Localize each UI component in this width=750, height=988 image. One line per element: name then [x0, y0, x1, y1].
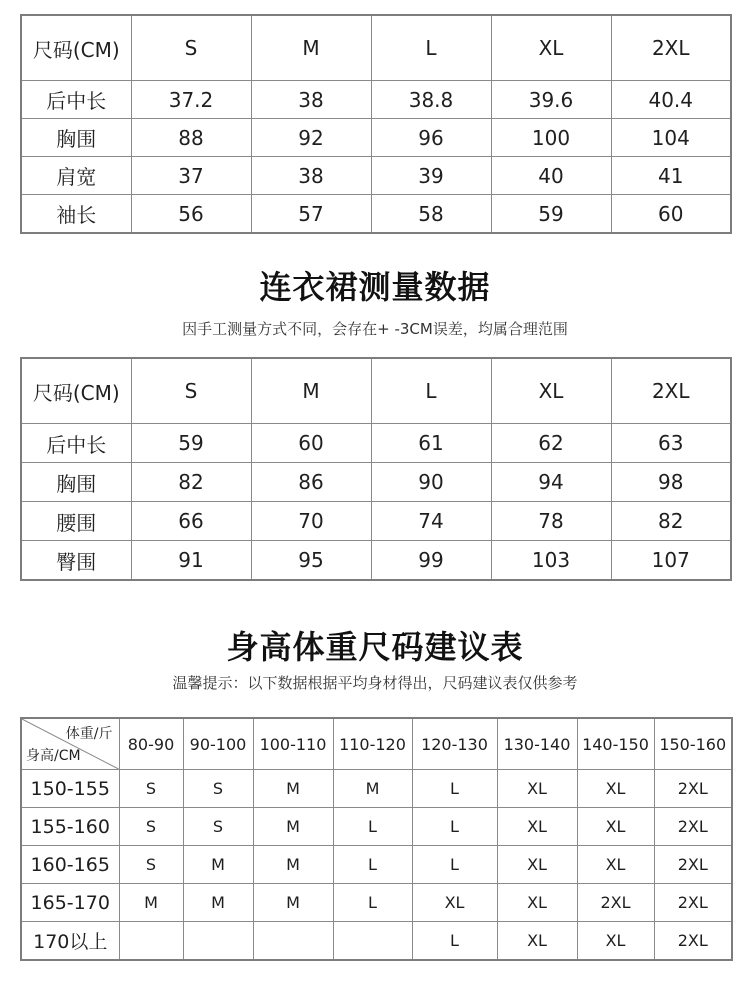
size-cell: L	[412, 922, 497, 961]
dress-measurement-title: 连衣裙测量数据	[259, 268, 491, 306]
size-cell: L	[333, 846, 412, 884]
size-cell: XL	[497, 922, 577, 961]
height-weight-title: 身高体重尺码建议表	[226, 628, 524, 666]
row-label: 胸围	[21, 463, 131, 502]
table-row	[21, 808, 732, 846]
table-cell: 88	[131, 119, 251, 157]
header-cell: 尺码(CM)	[21, 15, 131, 81]
header-cell: 尺码(CM)	[21, 358, 131, 424]
table-row	[21, 922, 732, 961]
header-cell: L	[371, 15, 491, 81]
table-header-row	[21, 718, 732, 770]
table-cell: 40.4	[611, 81, 731, 119]
table-row	[21, 770, 732, 808]
weight-header: 150-160	[654, 718, 732, 770]
size-cell: L	[412, 846, 497, 884]
size-cell: XL	[577, 846, 654, 884]
table-row	[21, 195, 731, 234]
weight-header: 90-100	[183, 718, 253, 770]
size-cell: M	[333, 770, 412, 808]
size-cell: XL	[577, 922, 654, 961]
table-cell: 70	[251, 502, 371, 541]
height-label: 155-160	[21, 808, 119, 846]
size-cell: 2XL	[654, 808, 732, 846]
size-cell: M	[253, 770, 333, 808]
table-cell: 57	[251, 195, 371, 234]
table-cell: 104	[611, 119, 731, 157]
row-label: 肩宽	[21, 157, 131, 195]
table-cell: 66	[131, 502, 251, 541]
table-row	[21, 463, 731, 502]
header-cell: 2XL	[611, 15, 731, 81]
row-label: 袖长	[21, 195, 131, 234]
size-cell: 2XL	[654, 922, 732, 961]
table-cell: 107	[611, 541, 731, 581]
size-cell: XL	[497, 884, 577, 922]
size-cell: M	[253, 884, 333, 922]
table-cell: 90	[371, 463, 491, 502]
size-cell: S	[183, 808, 253, 846]
table-cell: 61	[371, 424, 491, 463]
height-label: 170以上	[21, 922, 119, 961]
table-cell: 74	[371, 502, 491, 541]
size-cell: M	[183, 884, 253, 922]
table-cell: 63	[611, 424, 731, 463]
table-cell: 38	[251, 157, 371, 195]
table-cell: 60	[611, 195, 731, 234]
table-row	[21, 846, 732, 884]
height-axis-label: 身高/CM	[26, 748, 81, 764]
size-cell	[183, 922, 253, 961]
table-cell: 39	[371, 157, 491, 195]
size-table-top	[20, 14, 732, 234]
table-cell: 98	[611, 463, 731, 502]
size-cell	[253, 922, 333, 961]
table-cell: 56	[131, 195, 251, 234]
header-cell: XL	[491, 358, 611, 424]
size-table-dress	[20, 357, 732, 581]
size-cell: XL	[497, 808, 577, 846]
table-cell: 60	[251, 424, 371, 463]
table-header-row	[21, 15, 731, 81]
table-header-row	[21, 358, 731, 424]
table-cell: 86	[251, 463, 371, 502]
weight-header: 140-150	[577, 718, 654, 770]
table-cell: 82	[131, 463, 251, 502]
row-label: 腰围	[21, 502, 131, 541]
size-cell: XL	[497, 770, 577, 808]
table-row	[21, 541, 731, 581]
size-cell: L	[412, 808, 497, 846]
header-cell: 2XL	[611, 358, 731, 424]
table-cell: 92	[251, 119, 371, 157]
table-cell: 59	[131, 424, 251, 463]
table-cell: 37.2	[131, 81, 251, 119]
table-cell: 62	[491, 424, 611, 463]
size-cell: 2XL	[654, 846, 732, 884]
size-cell: S	[183, 770, 253, 808]
header-cell: S	[131, 358, 251, 424]
size-cell: S	[119, 808, 183, 846]
table-cell: 100	[491, 119, 611, 157]
size-cell: XL	[497, 846, 577, 884]
table-cell: 37	[131, 157, 251, 195]
table-row	[21, 81, 731, 119]
size-cell: 2XL	[654, 884, 732, 922]
size-cell: L	[333, 808, 412, 846]
table-cell: 38	[251, 81, 371, 119]
size-cell: XL	[577, 808, 654, 846]
table-cell: 41	[611, 157, 731, 195]
size-cell: S	[119, 846, 183, 884]
diagonal-header-cell	[21, 718, 119, 770]
table-row	[21, 884, 732, 922]
row-label: 后中长	[21, 424, 131, 463]
table-cell: 78	[491, 502, 611, 541]
table-row	[21, 502, 731, 541]
size-cell: XL	[577, 770, 654, 808]
size-cell: L	[412, 770, 497, 808]
size-cell: 2XL	[577, 884, 654, 922]
size-cell: M	[253, 808, 333, 846]
row-label: 胸围	[21, 119, 131, 157]
row-label: 臀围	[21, 541, 131, 581]
size-cell: S	[119, 770, 183, 808]
weight-header: 130-140	[497, 718, 577, 770]
size-cell: XL	[412, 884, 497, 922]
header-cell: M	[251, 15, 371, 81]
table-cell: 103	[491, 541, 611, 581]
height-label: 150-155	[21, 770, 119, 808]
weight-axis-label: 体重/斤	[65, 726, 113, 742]
weight-header: 80-90	[119, 718, 183, 770]
row-label: 后中长	[21, 81, 131, 119]
table-cell: 99	[371, 541, 491, 581]
header-cell: M	[251, 358, 371, 424]
height-weight-subtitle: 温馨提示：以下数据根据平均身材得出，尺码建议表仅供参考	[172, 674, 578, 692]
weight-header: 120-130	[412, 718, 497, 770]
size-cell	[333, 922, 412, 961]
table-cell: 58	[371, 195, 491, 234]
weight-header: 100-110	[253, 718, 333, 770]
size-cell: L	[333, 884, 412, 922]
size-cell: 2XL	[654, 770, 732, 808]
header-cell: S	[131, 15, 251, 81]
table-cell: 59	[491, 195, 611, 234]
size-cell	[119, 922, 183, 961]
table-cell: 96	[371, 119, 491, 157]
table-cell: 39.6	[491, 81, 611, 119]
size-cell: M	[183, 846, 253, 884]
header-cell: L	[371, 358, 491, 424]
table-cell: 38.8	[371, 81, 491, 119]
size-cell: M	[119, 884, 183, 922]
table-cell: 91	[131, 541, 251, 581]
table-row	[21, 424, 731, 463]
table-cell: 95	[251, 541, 371, 581]
dress-measurement-subtitle: 因手工测量方式不同，会存在+ -3CM误差，均属合理范围	[182, 320, 568, 338]
table-row	[21, 119, 731, 157]
table-row	[21, 157, 731, 195]
table-cell: 94	[491, 463, 611, 502]
size-recommendation-table	[20, 717, 733, 961]
size-cell: M	[253, 846, 333, 884]
header-cell: XL	[491, 15, 611, 81]
table-cell: 82	[611, 502, 731, 541]
height-label: 160-165	[21, 846, 119, 884]
height-label: 165-170	[21, 884, 119, 922]
weight-header: 110-120	[333, 718, 412, 770]
table-cell: 40	[491, 157, 611, 195]
